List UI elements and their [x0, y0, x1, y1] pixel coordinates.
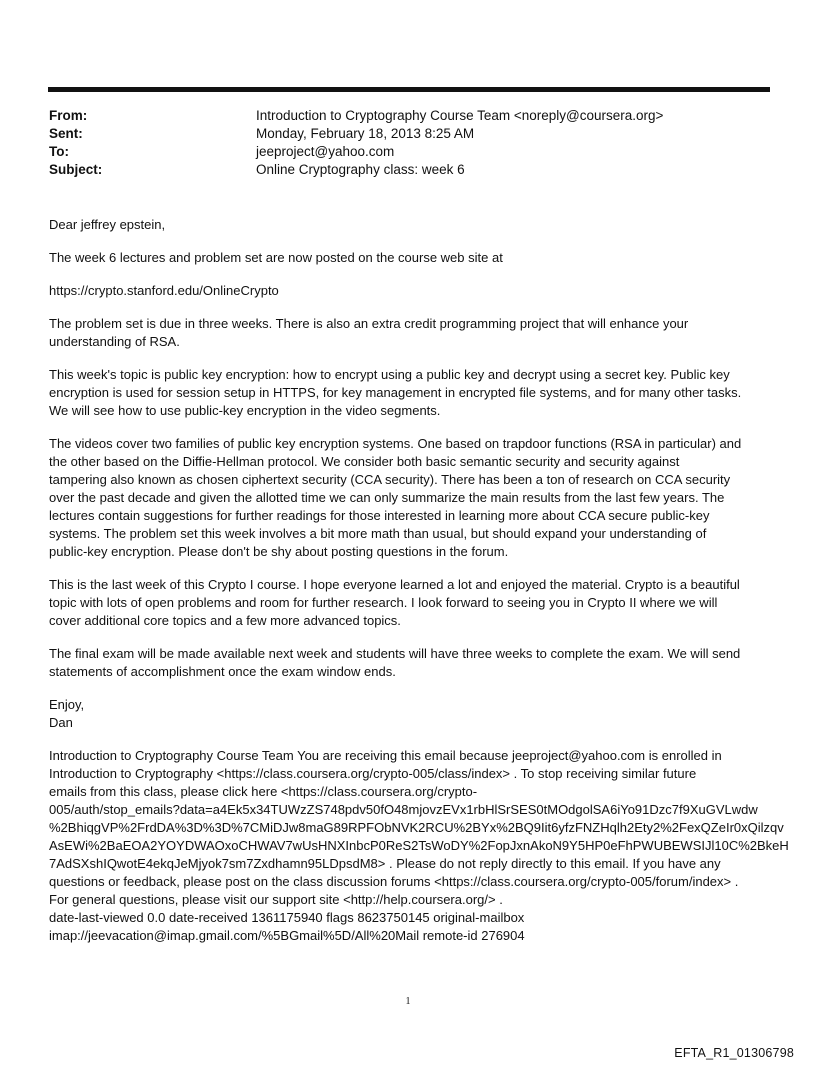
sent-value: Monday, February 18, 2013 8:25 AM: [256, 126, 475, 141]
to-value: jeeproject@yahoo.com: [256, 144, 395, 159]
course-url: https://crypto.stanford.edu/OnlineCrypto: [49, 283, 279, 298]
subject-row: [49, 161, 769, 179]
header-divider: [48, 87, 770, 92]
email-body: [49, 216, 789, 960]
to-label: To:: [49, 144, 69, 159]
paragraph-topic: This week's topic is public key encryption: how to encrypt using a public key and decrypt using a secret key. Public key encryption is used for session setup in HTTPS, for key management in encrypted file systems, and for many other tasks. We will see how to use public-key encryption in the video segments.: [49, 367, 742, 418]
from-value: Introduction to Cryptography Course Team <noreply@coursera.org>: [256, 108, 664, 123]
paragraph-final-exam: The final exam will be made available next week and students will have three weeks to complete the exam. We will send statements of accomplishment once the exam window ends.: [49, 646, 741, 679]
paragraph-problem-set: The problem set is due in three weeks. There is also an extra credit programming project that will enhance your understanding of RSA.: [49, 316, 689, 349]
to-row: [49, 143, 769, 161]
greeting: Dear jeffrey epstein,: [49, 217, 166, 232]
sent-row: [49, 125, 769, 143]
bates-number: EFTA_R1_01306798: [674, 1046, 794, 1060]
paragraph-intro: The week 6 lectures and problem set are now posted on the course web site at: [49, 250, 503, 265]
subject-label: Subject:: [49, 162, 103, 177]
email-headers: [49, 107, 769, 179]
subject-value: Online Cryptography class: week 6: [256, 162, 465, 177]
paragraph-last-week: This is the last week of this Crypto I course. I hope everyone learned a lot and enjoyed the material. Crypto is a beautiful topic with lots of open problems and room for further research. I look forward to seeing you in Crypto II where we will cover additional core topics and a few more advanced topics.: [49, 577, 740, 628]
signoff: Enjoy, Dan: [49, 697, 85, 730]
page-number: 1: [405, 996, 411, 1007]
sent-label: Sent:: [49, 126, 83, 141]
paragraph-videos: The videos cover two families of public key encryption systems. One based on trapdoor functions (RSA in particular) and the other based on the Diffie-Hellman protocol. We consider both basic semantic security and security against tampering also known as chosen ciphertext security (CCA security). There has been a ton of research on CCA security over the past decade and given the allotted time we can only summarize the main results from the last few years. The lectures contain suggestions for further readings for those interested in learning more about CCA secure public-key systems. The problem set this week involves a bit more math than usual, but should expand your understanding of public-key encryption. Please don't be shy about posting questions in the forum.: [49, 436, 742, 559]
from-row: [49, 107, 769, 125]
from-label: From:: [49, 108, 88, 123]
email-footer: Introduction to Cryptography Course Team You are receiving this email because jeeproject@yahoo.com is enrolled in Introduction to Cryptography <https://class.coursera.org/crypto-005/class/index> . To stop receiving similar future emails from this class, please click here <https://class.coursera.org/crypto- 005/auth/stop_emails?data=a4Ek5x34TUWzZS748pdv50fO48mjovzEVx1rbHlSrSES0tMOdgolSA6iYo91Dzc7f9XuGVLwdw %2BhiqgVP%2FrdDA%3D%3D%7CMiDJw8maG89RPFObNVK2RCU%2BYx%2BQ9Iit6yfzFNZHqlh2Ety2%2FexQZeIr0xQilzqv AsEWi%2BaEOA2YOYDWAOxoCHWAV7wUsHNXInbcP0ReS2TsWoDY%2FopJxnAkoN9Y5HP0eFhPWUBEWSIJl10C%2BkeH 7AdSXshIQwotE4ekqJeMjyok7sm7Zxdhamn95LDpsdM8> . Please do not reply directly to this email. If you have any questions or feedback, please post on the class discussion forums <https://class.coursera.org/crypto-005/forum/index> . For general questions, please visit our support site <http://help.coursera.org/> . date-last-viewed 0.0 date-received 1361175940 flags 8623750145 original-mailbox imap://jeevacation@imap.gmail.com/%5BGmail%5D/All%20Mail remote-id 276904: [49, 748, 789, 943]
